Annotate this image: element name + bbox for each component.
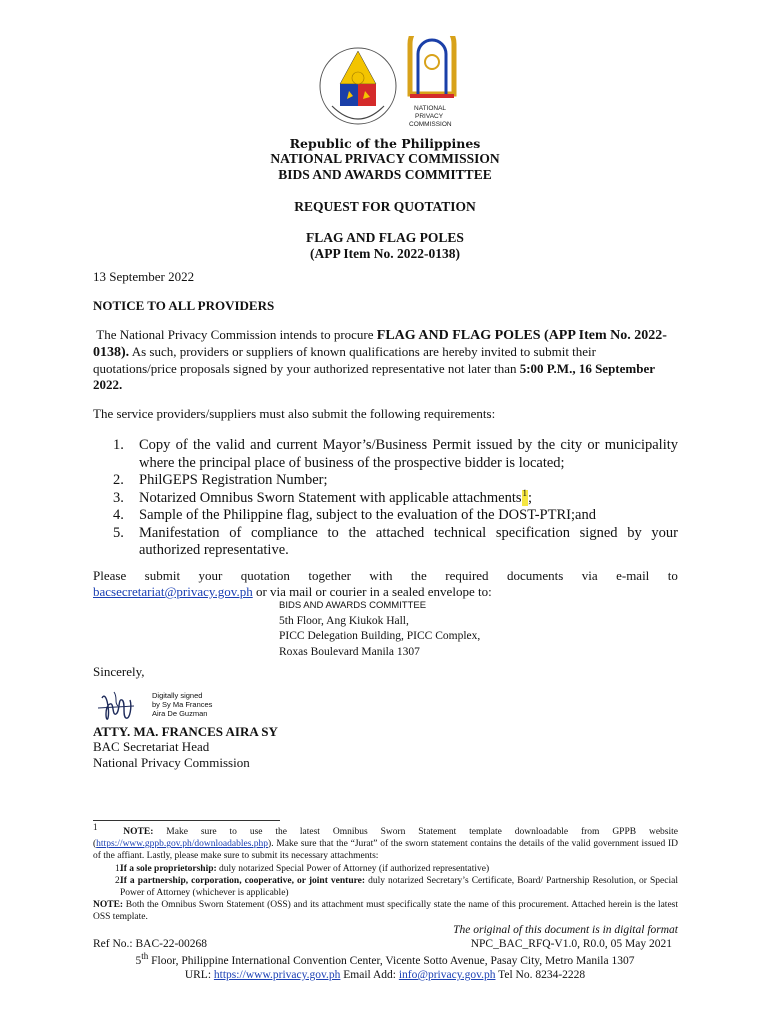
requirements-intro: The service providers/suppliers must also submit the following requirements: bbox=[93, 406, 496, 421]
address-line: BIDS AND AWARDS COMMITTEE bbox=[279, 600, 427, 611]
signatory-details bbox=[93, 739, 678, 771]
agency-logos bbox=[318, 36, 468, 136]
submission-paragraph bbox=[93, 568, 678, 600]
address-line: Roxas Boulevard Manila 1307 bbox=[279, 645, 420, 658]
signatory-office: National Privacy Commission bbox=[93, 755, 250, 770]
list-text: Notarized Omnibus Sworn Statement with applicable attachments bbox=[139, 489, 522, 506]
reference-number: Ref No.: BAC-22-00268 bbox=[93, 938, 208, 950]
address-line: PICC Delegation Building, PICC Complex, bbox=[279, 630, 481, 642]
list-number: 2. bbox=[113, 472, 124, 488]
npc-logo bbox=[410, 36, 454, 98]
list-text: Manifestation of compliance to the attached technical specification signed by your authorized representative. bbox=[139, 524, 678, 558]
list-number: 4. bbox=[113, 507, 124, 523]
list-item bbox=[93, 507, 678, 525]
signatory-position: BAC Secretariat Head bbox=[93, 739, 210, 754]
address-line: 5th Floor, Ang Kiukok Hall, bbox=[279, 614, 409, 627]
document-date: 13 September 2022 bbox=[93, 269, 195, 284]
list-text: PhilGEPS Registration Number; bbox=[139, 472, 328, 488]
intro-middle: As such, providers or suppliers of known qualifications are hereby invited to submit their quotations/price proposals signed by your authorized representative not later than bbox=[93, 344, 596, 376]
info-email-link[interactable]: info@privacy.gov.ph bbox=[398, 969, 496, 981]
intro-deadline: 5:00 P.M., 16 September 2022. bbox=[93, 361, 655, 392]
republic-heading: Republic of the Philippines bbox=[289, 136, 481, 151]
list-item bbox=[93, 437, 678, 472]
original-format-note: The original of this document is in digital format bbox=[453, 924, 678, 936]
list-number: 5. bbox=[113, 524, 124, 541]
requirements-list bbox=[93, 437, 678, 560]
list-item bbox=[93, 472, 678, 490]
philippine-seal-logo bbox=[320, 48, 396, 124]
list-item bbox=[93, 525, 678, 560]
npc-logo-text-3: COMMISSION bbox=[409, 121, 452, 128]
signature-image bbox=[96, 688, 136, 724]
list-item bbox=[93, 487, 678, 508]
list-number: 1. bbox=[113, 437, 124, 453]
intro-bold-item: FLAG AND FLAG POLES (APP Item No. 2022-0138). bbox=[93, 328, 667, 360]
intro-lead: The National Privacy Commission intends to procure bbox=[96, 327, 377, 342]
npc-logo-text-2: PRIVACY bbox=[415, 113, 444, 120]
list-suffix: ; bbox=[528, 489, 533, 506]
list-text: Copy of the valid and current Mayor’s/Business Permit issued by the city or municipality where the principal place of business of the prospective bidder is located; bbox=[139, 437, 678, 471]
notice-heading: NOTICE TO ALL PROVIDERS bbox=[93, 298, 275, 313]
footer-address: 5th Floor, Philippine International Convention Center, Vicente Sotto Avenue, Pasay City, Metro Manila 1307 bbox=[135, 951, 635, 967]
digital-signature-note: Digitally signed by Sy Ma Frances Aira De Guzman bbox=[152, 691, 213, 718]
npc-logo-text-1: NATIONAL bbox=[414, 105, 447, 112]
document-title: REQUEST FOR QUOTATION bbox=[294, 199, 476, 214]
footnote: 1 NOTE: Make sure to use the latest Omnibus Sworn Statement template downloadable from GPPB website (https://www.gppb.gov.ph/downloadables.php). Make sure that the “Jurat” of the sworn statement contains the details of the valid government issued ID of the affiant. Lastly, please make sure to submit its necessary attachments: 1. If a sole proprietorship: duly notarized Special Power of Attorney (if authorized representative) 2. If a partnership, corporation, cooperative, or joint venture: duly notarized Secretary’s Certificate, Board/ Partnership Resolution, or Special Power of Attorney (whichever is applicable) NOTE: Both the Omnibus Sworn Statement (OSS) and its attachment must specifically state the name of this procurement. Attached herein is the latest OSS template. bbox=[93, 821, 679, 923]
signatory-name: ATTY. MA. FRANCES AIRA SY bbox=[93, 724, 278, 739]
committee-heading: BIDS AND AWARDS COMMITTEE bbox=[278, 167, 492, 182]
list-text: Sample of the Philippine flag, subject to the evaluation of the DOST-PTRI;and bbox=[139, 507, 596, 523]
footnote-divider bbox=[93, 820, 280, 821]
document-version: NPC_BAC_RFQ-V1.0, R0.0, 05 May 2021 bbox=[470, 938, 672, 950]
submission-line: Please submit your quotation together with the required documents via e-mail to bbox=[93, 568, 678, 583]
closing: Sincerely, bbox=[93, 664, 145, 679]
bac-email-link[interactable]: bacsecretariat@privacy.gov.ph bbox=[93, 584, 253, 599]
gppb-link[interactable]: https://www.gppb.gov.ph/downloadables.php bbox=[96, 839, 269, 850]
website-link[interactable]: https://www.privacy.gov.ph bbox=[213, 969, 341, 981]
mailing-address bbox=[279, 598, 480, 660]
commission-heading: NATIONAL PRIVACY COMMISSION bbox=[270, 151, 500, 166]
footnote-reference[interactable]: 1 bbox=[522, 490, 529, 506]
list-number: 3. bbox=[113, 489, 124, 506]
submission-rest: or via mail or courier in a sealed envelope to: bbox=[252, 584, 492, 599]
footer-contact: URL: https://www.privacy.gov.ph Email Add: info@privacy.gov.ph Tel No. 8234-2228 bbox=[184, 969, 586, 981]
project-title: FLAG AND FLAG POLES bbox=[306, 230, 464, 245]
project-app-item: (APP Item No. 2022-0138) bbox=[310, 246, 460, 261]
intro-paragraph bbox=[93, 327, 678, 393]
